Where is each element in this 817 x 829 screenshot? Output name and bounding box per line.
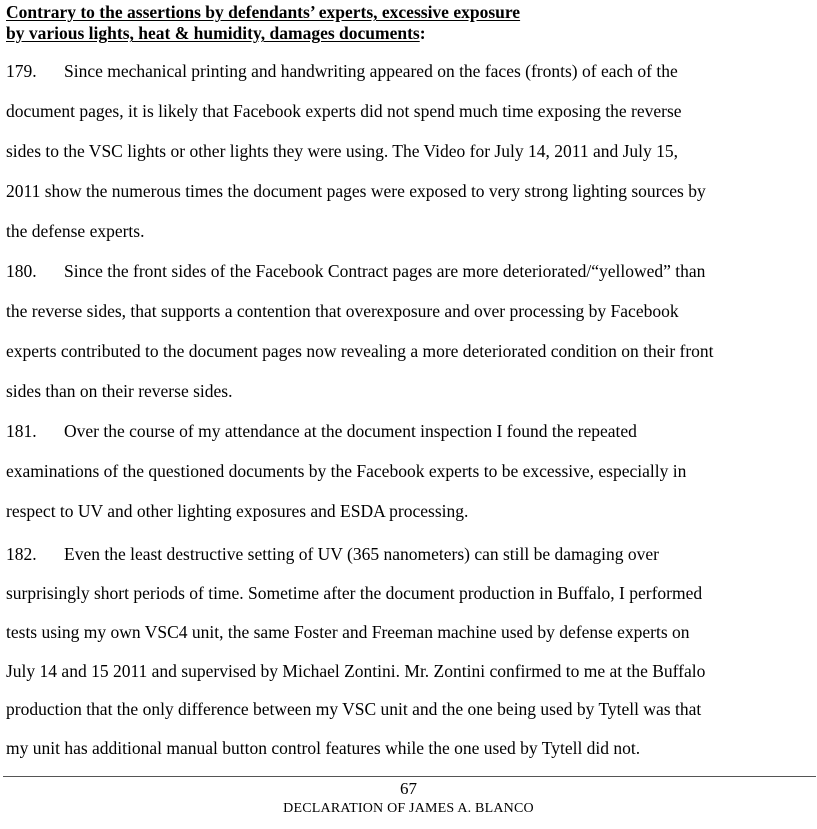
paragraph-182-line-2: surprisingly short periods of time. Sometime after the document production in Buffalo, I performed xyxy=(6,583,703,603)
footer-title: DECLARATION OF JAMES A. BLANCO xyxy=(283,801,534,816)
paragraph-179-line-1 xyxy=(6,60,678,82)
paragraph-number: 182. xyxy=(6,544,37,564)
heading-colon: : xyxy=(419,23,426,43)
paragraph-182-line-4: July 14 and 15 2011 and supervised by Michael Zontini. Mr. Zontini confirmed to me at the Buffalo xyxy=(6,661,706,681)
paragraph-181-line-2: examinations of the questioned documents by the Facebook experts to be excessive, especially in xyxy=(6,461,687,481)
heading-line-2-text: by various lights, heat & humidity, damages documents xyxy=(6,23,420,43)
paragraph-182-line-6: my unit has additional manual button control features while the one used by Tytell did not. xyxy=(6,738,641,758)
paragraph-text: Since mechanical printing and handwriting appeared on the faces (fronts) of each of the xyxy=(64,61,678,81)
page-number: 67 xyxy=(400,779,417,798)
paragraph-text: Even the least destructive setting of UV (365 nanometers) can still be damaging over xyxy=(64,544,659,564)
paragraph-181-line-1 xyxy=(6,420,637,442)
paragraph-179-line-4: 2011 show the numerous times the document pages were exposed to very strong lighting sources by xyxy=(6,181,706,201)
paragraph-180-line-3: experts contributed to the document pages now revealing a more deteriorated condition on their front xyxy=(6,341,714,361)
paragraph-179-line-3: sides to the VSC lights or other lights they were using. The Video for July 14, 2011 and July 15, xyxy=(6,141,679,161)
paragraph-text: Since the front sides of the Facebook Contract pages are more deteriorated/“yellowed” than xyxy=(64,261,706,281)
paragraph-180-line-2: the reverse sides, that supports a contention that overexposure and over processing by Facebook xyxy=(6,301,679,321)
paragraph-179-line-5: the defense experts. xyxy=(6,221,145,241)
paragraph-180-line-4: sides than on their reverse sides. xyxy=(6,381,233,401)
paragraph-number: 179. xyxy=(6,61,37,81)
paragraph-182-line-1 xyxy=(6,543,659,565)
paragraph-text: Over the course of my attendance at the document inspection I found the repeated xyxy=(64,421,637,441)
section-heading xyxy=(6,2,520,44)
paragraph-number: 180. xyxy=(6,261,37,281)
paragraph-number: 181. xyxy=(6,421,37,441)
footer-divider xyxy=(3,776,816,777)
paragraph-179-line-2: document pages, it is likely that Facebook experts did not spend much time exposing the reverse xyxy=(6,101,682,121)
paragraph-182-line-3: tests using my own VSC4 unit, the same Foster and Freeman machine used by defense experts on xyxy=(6,622,690,642)
heading-line-1: Contrary to the assertions by defendants’ experts, excessive exposure xyxy=(6,2,521,22)
paragraph-180-line-1 xyxy=(6,260,705,282)
paragraph-182-line-5: production that the only difference between my VSC unit and the one being used by Tytell was that xyxy=(6,699,702,719)
paragraph-181-line-3: respect to UV and other lighting exposures and ESDA processing. xyxy=(6,501,469,521)
heading-line-2 xyxy=(6,23,520,44)
